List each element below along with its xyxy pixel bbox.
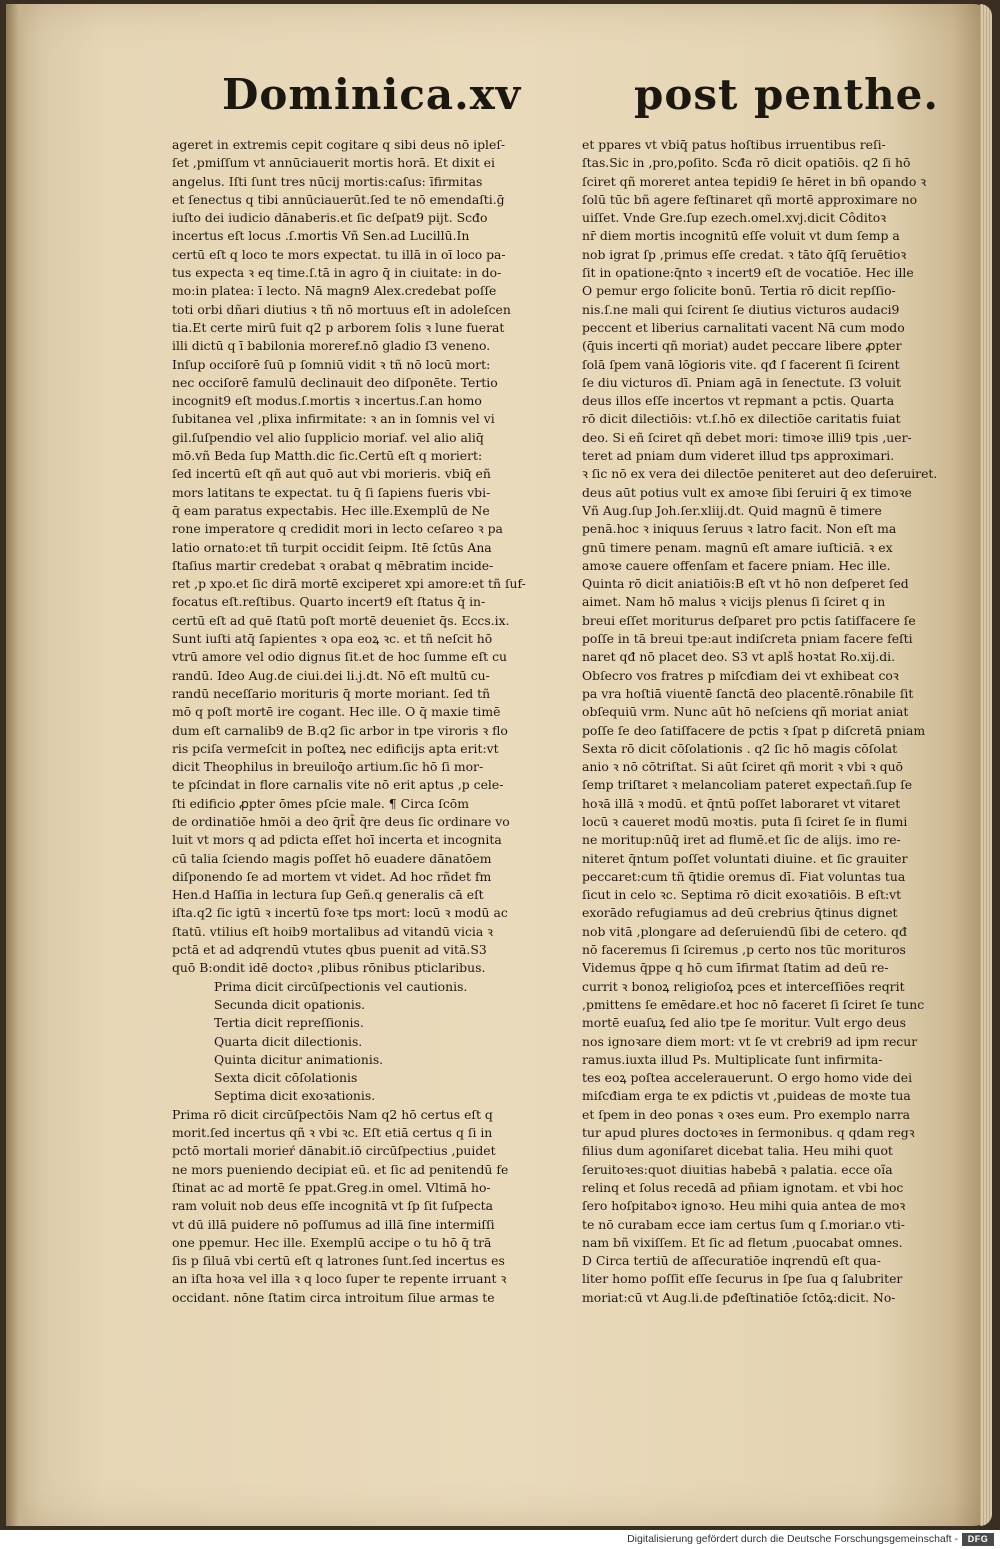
text-line: ramus.iuxta illud Ps. Multiplicate ſunt infirmita-: [582, 1051, 883, 1067]
running-head-left: Dominica.xv: [222, 70, 522, 119]
text-line: iuſto dei iudicio dānaberis.et ſic deſpat9 pijt. Scđo: [172, 210, 488, 226]
text-line: ,pmittens ſe emēdare.et hoc nō faceret ſi ſciret ſe tunc: [582, 996, 925, 1012]
text-line: rō dicit dilectiōis: vt.ſ.hō ex dilectiōe caritatis fuiat: [582, 411, 901, 427]
text-line: diſponendo ſe ad mortem vt videt. Ad hoc rñdet fm: [172, 868, 492, 884]
text-line: uiſſet. Vnde Gre.ſup ezech.omel.xvj.dicit Côditoꝛ: [582, 210, 887, 226]
text-line: Prima rō dicit circūſpectōis Nam q2 hō certus eſt q: [172, 1106, 493, 1122]
text-line: poſſe ſe deo ſatiſfacere de pctis ꝛ ſpat p diſcretā pniam: [582, 722, 926, 738]
text-line: Inſup occiſorē ſuū p ſomniū vidit ꝛ tñ nō locū mort:: [172, 356, 491, 372]
book-binding: [6, 4, 28, 1526]
text-line: pctō mortali morieŕ dānabit.iō circūſpectius ,puidet: [172, 1143, 496, 1159]
text-line: (q̄uis incerti qñ moriat) audet peccare libere ꝓpter: [582, 338, 902, 354]
text-line: et ſenectus q tibi annūciauerūt.ſed te nō emendaſti.ḡ: [172, 191, 505, 207]
text-line: Quarta dicit dilectionis.: [214, 1033, 363, 1049]
text-line: currit ꝛ bonoꝝ religioſoꝝ pces et interceſſiōes reqrit: [582, 978, 905, 994]
text-line: mo:in platea: ī lecto. Nā magn9 Alex.credebat poſſe: [172, 283, 497, 299]
funding-notice: Digitalisierung gefördert durch die Deutsche Forschungsgemeinschaft -: [627, 1533, 958, 1545]
text-line: rone imperatore q credidit mori in lecto ceſareo ꝛ pa: [172, 521, 503, 537]
page-edges: [980, 4, 992, 1526]
text-line: nob igrat ſp ,primus eſſe credat. ꝛ tāto q̄ſq̄ ſeruētioꝛ: [582, 246, 907, 262]
text-line: relinq et ſolus recedā ad pñiam ignotam. et vbi hoc: [582, 1179, 904, 1195]
text-line: an iſta hoꝛa vel illa ꝛ q loco ſuper te repente irruant ꝛ: [172, 1271, 507, 1287]
text-line: ſubitanea vel ,plixa infirmitate: ꝛ an in ſomnis vel vi: [172, 411, 495, 427]
text-line: niteret q̄ntum poſſet voluntati diuine. et ſic grauiter: [582, 850, 908, 866]
text-line: locū ꝛ caueret modū moꝛtis. puta ſi ſciret ſe in flumi: [582, 813, 908, 829]
text-line: Sunt iuſti atq̄ ſapientes ꝛ opa eoꝝ ꝛc. et tñ neſcit hō: [172, 631, 493, 647]
text-line: amoꝛe cauere offenſam et facere pniam. Hec ille.: [582, 557, 891, 573]
text-line: Secunda dicit opationis.: [214, 996, 366, 1012]
text-line: ret ,p xpo.et ſic dirā mortē exciperet xpi amore:et tñ ſuf-: [172, 576, 526, 592]
text-line: Quinta dicitur animationis.: [214, 1051, 384, 1067]
text-line: pctā et ad adqrendū vtutes qbus puenit ad vitā.S3: [172, 942, 487, 958]
text-line: q̄ eam paratus expectabis. Hec ille.Exemplū de Ne: [172, 502, 490, 518]
text-line: hoꝛā illā ꝛ modū. et q̄ntū poſſet laboraret vt vitaret: [582, 795, 901, 811]
text-line: tus expecta ꝛ eq time.ſ.tā in agro q̄ in ciuitate: in do-: [172, 265, 502, 281]
text-line: ne mors pueniendo decipiat eū. et ſic ad penitendū fe: [172, 1161, 509, 1177]
text-line: nob vitā ,plongare ad deſeruiendū ſibi de cetero. qđ: [582, 923, 907, 939]
text-line: ſolū tūc bñ agere feſtinaret qñ mortē approximare no: [582, 191, 918, 207]
text-line: incognit9 eſt modus.ſ.mortis ꝛ incertus.ſ.an homo: [172, 393, 482, 409]
text-line: nam bñ vixiſſem. Et ſic ad fletum ,puocabat omnes.: [582, 1234, 903, 1250]
text-line: ſtinat ac ad mortē ſe ppat.Greg.in omel. Vltimā ho-: [172, 1179, 491, 1195]
text-line: deus aūt potius vult ex amoꝛe ſibi ſeruiri q̄ ex timoꝛe: [582, 484, 912, 500]
text-line: exorādo refugiamus ad deū crebrius q̄tinus dignet: [582, 905, 898, 921]
text-line: ſciret qñ moreret antea tepidi9 ſe hēret in bñ opando ꝛ: [582, 173, 927, 189]
text-line: nō faceremus ſi ſciremus ,p certo nos tūc morituros: [582, 942, 906, 958]
text-line: randū neceſſario morituris q̄ morte moriant. ſed tñ: [172, 685, 491, 701]
text-line: randū. Ideo Aug.de ciui.dei li.j.dt. Nō eſt multū cu-: [172, 667, 490, 683]
text-line: certū eſt q loco te mors expectat. tu illā in oī loco pa-: [172, 246, 506, 262]
text-line: penā.hoc ꝛ iniquus ſeruus ꝛ latro facit. Non eſt ma: [582, 521, 897, 537]
text-line: Videmus q̄ppe q hō cum īfirmat ſtatim ad deū re-: [582, 960, 889, 976]
text-line: moriat:cū vt Aug.li.de pđeſtinatiōe ſctōꝝ:dicit. No-: [582, 1289, 896, 1305]
text-line: vt dū illā puidere nō poſſumus ad illā ſine intermiſſi: [172, 1216, 495, 1232]
text-line: Sexta rō dicit cōſolationis . q2 ſic hō magis cōſolat: [582, 740, 898, 756]
text-line: mō.vñ Beda ſup Matth.dic ſic.Certū eſt q moriert:: [172, 448, 483, 464]
text-line: ſtas.Sic in ,pro,poſito. Scđa rō dicit opatiōis. q2 ſi hō: [582, 155, 911, 171]
text-line: Prima dicit circūſpectionis vel cautionis.: [214, 978, 468, 994]
text-line: ſemp triſtaret ꝛ melancoliam pateret expectañ.ſup ſe: [582, 777, 913, 793]
text-line: dicit Theophilus in breuiloq̄o artium.ſic hō ſi mor-: [172, 759, 484, 775]
text-line: et ſpem in deo ponas ꝛ oꝛes eum. Pro exemplo narra: [582, 1106, 911, 1122]
text-line: ſti edificio ꝓpter ōmes pſcie male. ¶ Circa ſcōm: [172, 795, 469, 811]
text-column-left: [172, 136, 564, 1307]
text-line: angelus. Iſti ſunt tres nūcij mortis:caſus: īfirmitas: [172, 173, 483, 189]
text-line: peccaret:cum tñ q̄tidie oremus dī. Fiat voluntas tua: [582, 868, 906, 884]
text-line: ſicut in celo ꝛc. Septima rō dicit exoꝛatiōis. B eſt:vt: [582, 887, 902, 903]
text-line: ram voluit nob deus eſſe incognitā vt ſp ſit ſuſpecta: [172, 1198, 493, 1214]
text-line: dum eſt carnalib9 de B.q2 ſic arbor in tpe viroris ꝛ flo: [172, 722, 508, 738]
text-line: gnū timere penam. magnū eſt amare iuſticiā. ꝛ ex: [582, 539, 893, 555]
text-line: latio ornato:et tñ turpit occidit ſeipm. Itē ſctūs Ana: [172, 539, 492, 555]
text-line: nis.ſ.ne mali qui ſcirent ſe diutius victuros audaci9: [582, 301, 900, 317]
text-line: ſet ,pmiſſum vt annūciauerit mortis horā. Et dixit ei: [172, 155, 495, 171]
text-line: ſero hoſpitaboꝛ ignoꝛo. Heu mihi quia antea de moꝛ: [582, 1198, 906, 1214]
text-line: ſis p ſiluā vbi certū eſt q latrones ſunt.ſed incertus es: [172, 1253, 505, 1269]
text-line: poſſe in tā breui tpe:aut indiſcreta pniam facere feſti: [582, 631, 913, 647]
text-line: focatus eſt.reſtibus. Quarto incert9 eſt ſtatus q̄ in-: [172, 594, 486, 610]
text-line: nr̄ diem mortis incognitū eſſe voluit vt dum ſemp a: [582, 228, 900, 244]
text-line: deus illos eſſe incertos vt repmant a pctis. Quarta: [582, 393, 895, 409]
text-line: one ppemur. Hec ille. Exemplū accipe o tu hō q̄ trā: [172, 1234, 492, 1250]
text-line: mors latitans te expectat. tu q̄ ſi ſapiens fueris vbi-: [172, 484, 491, 500]
text-line: mortē euaſuꝝ ſed alio tpe ſe moritur. Vult ergo deus: [582, 1015, 906, 1031]
text-line: Hen.d Haſſia in lectura ſup Geñ.q generalis cā eſt: [172, 887, 484, 903]
text-line: peccent et liberius carnalitati vacent Nā cum modo: [582, 319, 905, 335]
text-line: nec occiſorē famulū declinauit deo diſponēte. Tertio: [172, 374, 498, 390]
text-line: te pſcindat in flore carnalis vite nō erit aptus ,p cele-: [172, 777, 504, 793]
text-line: certū eſt ad quē ſtatū poſt mortē deueniet q̄s. Eccs.ix.: [172, 612, 510, 628]
text-line: luit vt mors q ad pdicta eſſet hoī incerta et incognita: [172, 832, 502, 848]
text-line: ageret in extremis cepit cogitare q sibi deus nō ipleſ-: [172, 137, 506, 152]
text-line: occidant. nōne ſtatim circa introitum ſilue armas te: [172, 1289, 495, 1305]
text-line: Sexta dicit cōſolationis: [214, 1070, 358, 1086]
text-line: D Circa tertiū de aſſecuratiōe inqrendū eſt qua-: [582, 1253, 881, 1269]
text-line: ꝛ ſic nō ex vera dei dilectōe peniteret aut deo deſeruiret.: [582, 466, 938, 482]
text-line: Vñ Aug.ſup Joh.ſer.xliij.dt. Quid magnū ē timere: [582, 502, 882, 518]
text-line: incertus eſt locus .ſ.mortis Vñ Sen.ad Lucillū.In: [172, 228, 470, 244]
dfg-logo: DFG: [962, 1533, 994, 1546]
text-line: teret ad pniam dum videret illud tps approximari.: [582, 448, 895, 464]
text-column-right: [582, 136, 956, 1307]
text-line: Septima dicit exoꝛationis.: [214, 1088, 376, 1104]
text-line: ſolā ſpem vanā lōgioris vite. qđ ſ facerent ſi ſcirent: [582, 356, 900, 372]
text-line: ſe diu victuros dī. Pniam agā in ſenectute. ſ3 voluit: [582, 374, 901, 390]
text-line: illi dictū q ī babilonia moreref.nō gladio ſ3 veneno.: [172, 338, 491, 354]
text-line: breui eſſet moriturus deſparet pro pctis ſatiſfacere ſe: [582, 612, 916, 628]
text-line: morit.ſed incertus qñ ꝛ vbi ꝛc. Eſt etiā certus q ſi in: [172, 1125, 493, 1141]
text-line: et ppares vt vbiq̄ patus hoſtibus irruentibus reſi-: [582, 137, 886, 152]
text-line: anio ꝛ nō cōtriſtat. Si aūt ſciret qñ morit ꝛ vbi ꝛ quō: [582, 759, 904, 775]
text-line: filius dum agoniſaret dicebat talia. Heu mihi quot: [582, 1143, 893, 1159]
text-line: ſtatū. vtilius eſt hoib9 mortalibus ad vitandū vicia ꝛ: [172, 923, 494, 939]
text-line: gil.ſuſpendio vel alio ſupplicio moriaf. vel alio aliq̄: [172, 429, 484, 445]
text-line: tur apud plures doctoꝛes in ſermonibus. q qdam regꝛ: [582, 1125, 915, 1141]
text-line: ne moritup:nūq̄ iret ad flumē.et ſic de alijs. imo re-: [582, 832, 901, 848]
text-line: deo. Si eñ ſciret qñ debet mori: timoꝛe illi9 tpis ,uer-: [582, 429, 912, 445]
text-line: tes eoꝝ poſtea accelerauerunt. O ergo homo vide dei: [582, 1070, 913, 1086]
text-line: miſcđiam erga te ex pdictis vt ,puideas de moꝛte tua: [582, 1088, 911, 1104]
text-line: ſtaſius martir credebat ꝛ orabat q mēbratim incide-: [172, 557, 494, 573]
text-line: ſeruitoꝛes:quot diuitias habebā ꝛ palatia. ecce oĩa: [582, 1161, 893, 1177]
text-line: liter homo poſſit eſſe ſecurus in ſpe ſua q ſalubriter: [582, 1271, 903, 1287]
text-line: cū talia ſciendo magis poſſet hō euadere dānatōem: [172, 850, 492, 866]
text-line: iſta.q2 ſic igtū ꝛ incertū foꝛe tps mort: locū ꝛ modū ac: [172, 905, 508, 921]
text-line: tia.Et certe mirū fuit q2 p arborem ſolis ꝛ lune fuerat: [172, 319, 505, 335]
text-line: ſit in opatione:q̄nto ꝛ incert9 eſt de vocatiōe. Hec ille: [582, 265, 914, 281]
text-line: Quinta rō dicit aniatiōis:B eſt vt hō non deſperet ſed: [582, 576, 909, 592]
footer-bar: [0, 1530, 1000, 1549]
text-line: ris pciſa vermeſcit in poſteꝝ nec edificijs apta erit:vt: [172, 740, 499, 756]
text-line: de ordinatiōe hmōi a deo q̄rit̄ q̄re deus ſic ordinare vo: [172, 813, 510, 829]
text-line: te nō curabam ecce iam certus ſum q ſ.moriar.o vti-: [582, 1216, 905, 1232]
text-line: mō q poſt mortē ire cogant. Hec ille. O q̄ maxie timē: [172, 704, 501, 720]
text-line: ſed incertū eſt qñ aut quō aut vbi morieris. vbiq̄ eñ: [172, 466, 491, 482]
text-line: toti orbi dñari diutius ꝛ tñ nō mortuus eſt in adoleſcen: [172, 301, 511, 317]
text-line: vtrū amore vel odio dignus ſit.et de hoc ſumme eſt cu: [172, 649, 508, 665]
text-line: Obſecro vos fratres p miſcđiam dei vt exhibeat coꝛ: [582, 667, 899, 683]
text-line: aimet. Nam hō malus ꝛ vicijs plenus ſi ſciret q in: [582, 594, 886, 610]
running-head-right: post penthe.: [634, 70, 939, 119]
text-line: obſequiū vrm. Nunc aūt hō neſciens qñ moriat aniat: [582, 704, 909, 720]
text-line: Tertia dicit repreſſionis.: [214, 1015, 364, 1031]
text-line: nos ignoꝛare diem mort: vt ſe vt crebri9 ad ipm recur: [582, 1033, 918, 1049]
text-line: quō B:ondit idē doctoꝛ ,plibus rōnibus pticlaribus.: [172, 960, 486, 976]
text-line: O pemur ergo ſolicite bonū. Tertia rō dicit repſſio-: [582, 283, 896, 299]
text-line: naret qđ nō placet deo. S3 vt aplš hoꝛtat Ro.xij.di.: [582, 649, 896, 665]
text-line: pa vra hoſtiā viuentē ſanctā deo placentē.rōnabile ſit: [582, 685, 914, 701]
